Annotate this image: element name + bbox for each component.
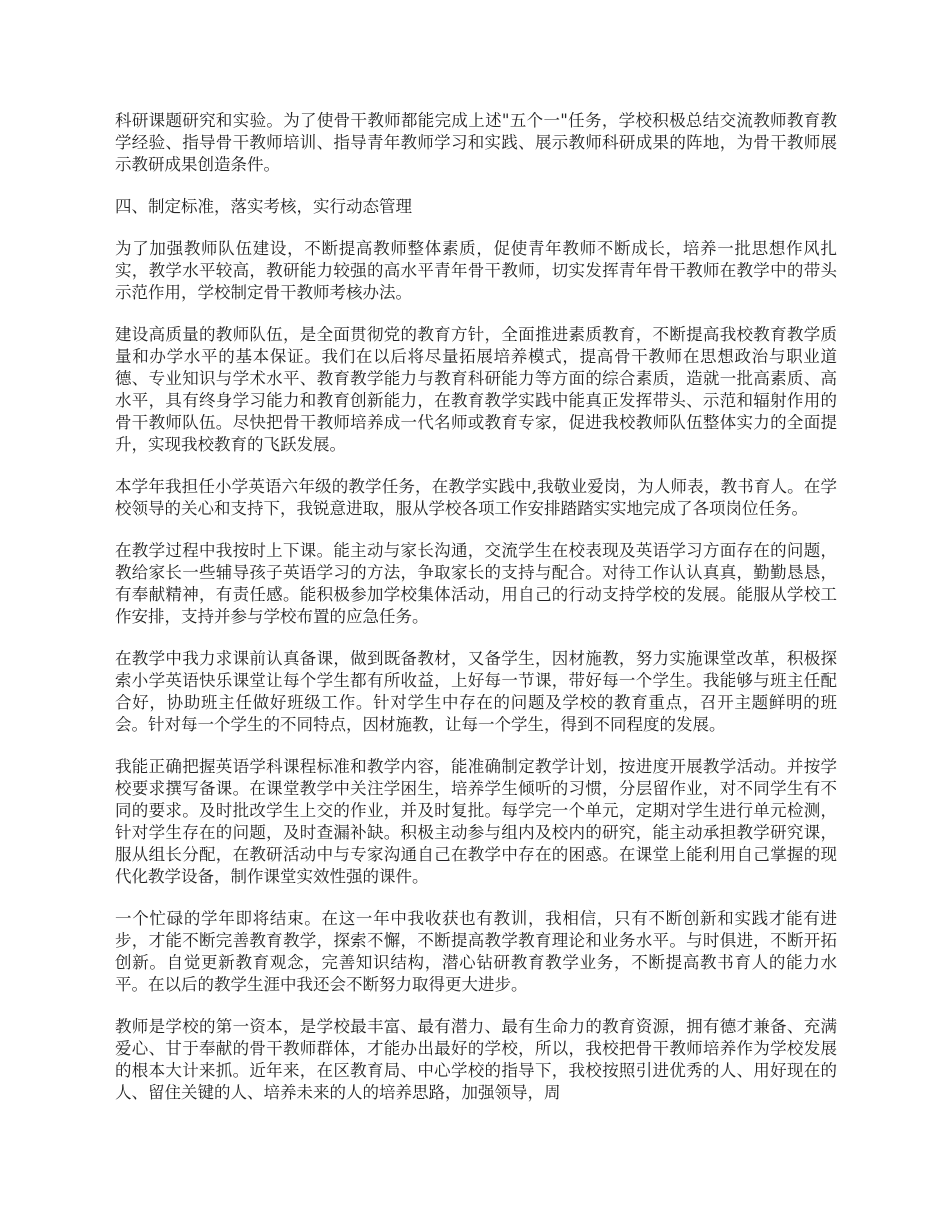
paragraph-9: 教师是学校的第一资本，是学校最丰富、最有潜力、最有生命力的教育资源，拥有德才兼备、充满爱心、甘于奉献的骨干教师群体，才能办出最好的学校，所以，我校把骨干教师培养作为学校发展的根本大计来抓。近年来，在区教育局、中心学校的指导下，我校按照引进优秀的人、用好现在的人、留住关键的人、培养未来的人的培养思路，加强领导，周 [115,1017,837,1102]
paragraph-2: 为了加强教师队伍建设，不断提高教师整体素质，促使青年教师不断成长，培养一批思想作风扎实，教学水平较高，教研能力较强的高水平青年骨干教师，切实发挥青年骨干教师在教学中的带头示范作用，学校制定骨干教师考核办法。 [115,239,837,302]
paragraph-3: 建设高质量的教师队伍，是全面贯彻党的教育方针，全面推进素质教育，不断提高我校教育教学质量和办学水平的基本保证。我们在以后将尽量拓展培养模式，提高骨干教师在思想政治与职业道德、专业知识与学术水平、教育教学能力与教育科研能力等方面的综合素质，造就一批高素质、高水平，具有终身学习能力和教育创新能力，在教育教学实践中能真正发挥带头、示范和辐射作用的骨干教师队伍。尽快把骨干教师培养成一代名师或教育专家，促进我校教师队伍整体实力的全面提升，实现我校教育的飞跃发展。 [115,325,837,454]
document-body [115,110,837,1124]
paragraph-7: 我能正确把握英语学科课程标准和教学内容，能准确制定教学计划，按进度开展教学活动。并按学校要求撰写备课。在课堂教学中关注学困生，培养学生倾听的习惯，分层留作业，对不同学生有不同的要求。及时批改学生上交的作业，并及时复批。每学完一个单元，定期对学生进行单元检测，针对学生存在的问题，及时查漏补缺。积极主动参与组内及校内的研究，能主动承担教学研究课，服从组长分配，在教研活动中与专家沟通自己在教学中存在的困惑。在课堂上能利用自己掌握的现代化教学设备，制作课堂实效性强的课件。 [115,757,837,886]
section-heading: 四、制定标准，落实考核，实行动态管理 [115,197,412,216]
paragraph-5: 在教学过程中我按时上下课。能主动与家长沟通，交流学生在校表现及英语学习方面存在的问题，教给家长一些辅导孩子英语学习的方法，争取家长的支持与配合。对待工作认认真真，勤勤恳恳，有奉献精神，有责任感。能积极参加学校集体活动，用自己的行动支持学校的发展。能服从学校工作安排，支持并参与学校布置的应急任务。 [115,541,837,626]
paragraph-1: 科研课题研究和实验。为了使骨干教师都能完成上述"五个一"任务，学校积极总结交流教师教育教学经验、指导骨干教师培训、指导青年教师学习和实践、展示教师科研成果的阵地，为骨干教师展示教研成果创造条件。 [115,111,837,174]
paragraph-8: 一个忙碌的学年即将结束。在这一年中我收获也有教训，我相信，只有不断创新和实践才能有进步，才能不断完善教育教学，探索不懈，不断提高教学教育理论和业务水平。与时俱进，不断开拓创新。自觉更新教育观念，完善知识结构，潜心钻研教育教学业务，不断提高教书育人的能力水平。在以后的教学生涯中我还会不断努力取得更大进步。 [115,909,837,994]
paragraph-6: 在教学中我力求课前认真备课，做到既备教材，又备学生，因材施教，努力实施课堂改革，积极探索小学英语快乐课堂让每个学生都有所收益，上好每一节课，带好每一个学生。我能够与班主任配合好，协助班主任做好班级工作。针对学生中存在的问题及学校的教育重点，召开主题鲜明的班会。针对每一个学生的不同特点，因材施教，让每一个学生，得到不同程度的发展。 [115,649,837,734]
paragraph-4: 本学年我担任小学英语六年级的教学任务，在教学实践中,我敬业爱岗，为人师表，教书育人。在学校领导的关心和支持下，我锐意进取，服从学校各项工作安排踏踏实实地完成了各项岗位任务。 [115,477,837,518]
